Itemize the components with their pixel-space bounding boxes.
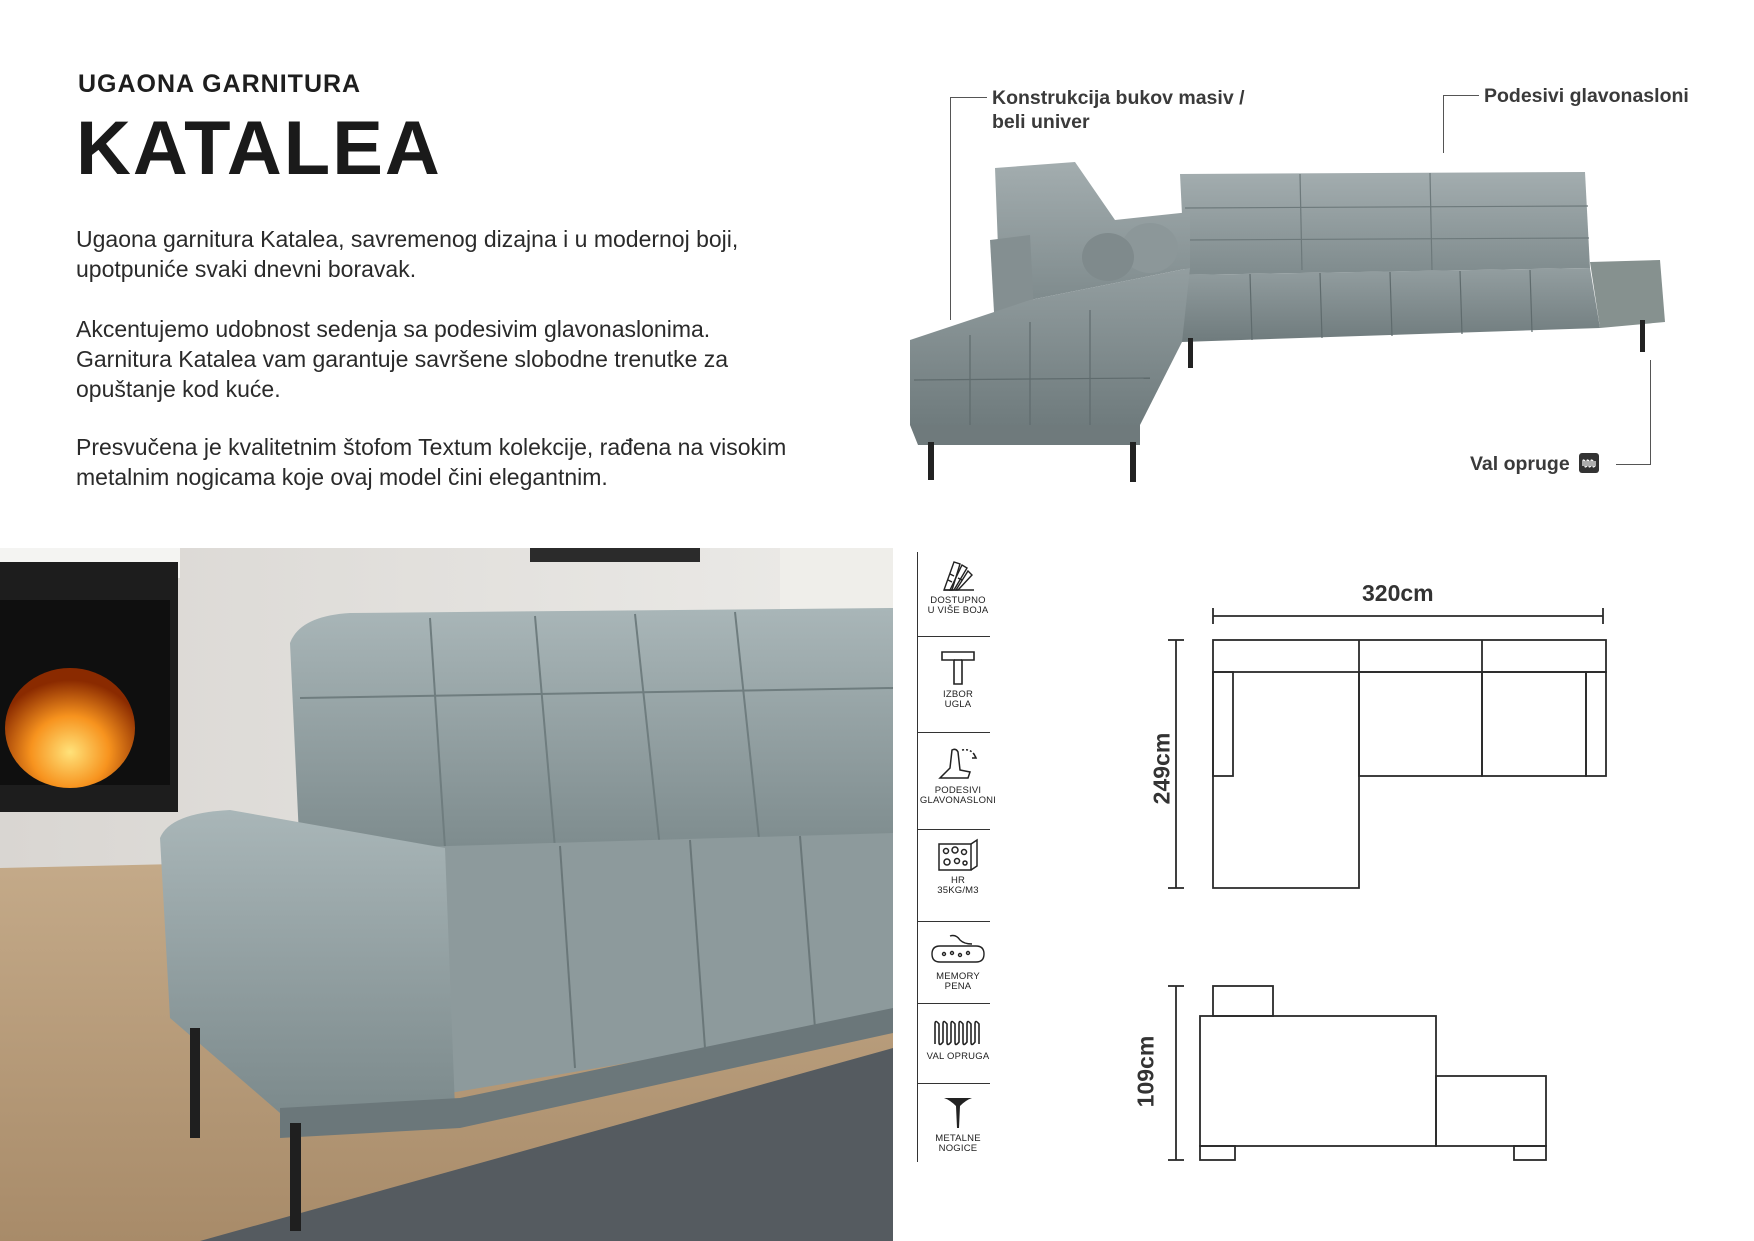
description-line: Ugaona garnitura Katalea, savremenog dizajna i u modernoj boji, [76,226,739,252]
feature-label: IZBOR UGLA [942,689,974,710]
lifestyle-photo [0,548,893,1241]
product-category: UGAONA GARNITURA [78,70,362,98]
corner-choice-icon [938,648,978,688]
features-column [917,552,998,1162]
feature-label: MEMORY PENA [936,971,980,992]
description-line: opuštanje kod kuće. [76,376,281,402]
color-palette-icon [940,558,976,594]
feature-label: DOSTUPNO U VIŠE BOJA [927,595,989,616]
adjustable-headrest-icon [932,744,984,784]
depth-dimension-label: 249cm [1148,732,1175,805]
description-line: upotpuniće svaki dnevni boravak. [76,256,417,282]
description-line: Akcentujemo udobnost sedenja sa podesivim glavonaslonima. [76,316,711,342]
feature-item [918,558,998,616]
height-dimension-label: 109cm [1132,1035,1159,1108]
feature-item [918,744,998,806]
metal-leg-icon [940,1094,976,1132]
product-title: KATALEA [76,106,442,191]
foam-block-icon [935,838,981,874]
divider [918,732,990,733]
feature-item [918,1016,998,1062]
sofa-product-image [900,150,1690,485]
side-view [1168,986,1546,1160]
description-paragraph-3 [76,432,896,492]
headrest-callout-line [1443,95,1479,153]
feature-item [918,932,998,992]
description-line: metalnim nogicama koje ovaj model čini elegantnim. [76,464,608,490]
divider [918,1083,990,1084]
feature-item [918,1094,998,1154]
top-view [1168,608,1606,888]
callout-label: Val opruge [1470,453,1570,475]
divider [918,829,990,830]
divider [918,921,990,922]
description-line: Presvučena je kvalitetnim štofom Textum kolekcije, rađena na visokim [76,434,787,460]
width-dimension-label: 320cm [1362,580,1434,606]
dimension-drawing [1130,580,1630,1200]
divider [918,636,990,637]
divider [918,1003,990,1004]
feature-label: VAL OPRUGA [926,1051,990,1062]
feature-label: PODESIVI GLAVONASLONI [919,785,997,806]
feature-label: HR 35KG/M3 [937,875,979,896]
headrest-callout: Podesivi glavonasloni [1484,85,1689,107]
description-paragraph-2 [76,314,896,404]
description-paragraph-1 [76,224,896,284]
construction-callout [992,86,1245,134]
description-line: Garnitura Katalea vam garantuje savršene slobodne trenutke za [76,346,729,372]
callout-line-text: Konstrukcija bukov masiv / [992,87,1245,109]
feature-item [918,648,998,710]
feature-label: METALNE NOGICE [935,1133,981,1154]
callout-line-text: beli univer [992,111,1090,133]
memory-foam-icon [928,932,988,970]
feature-item [918,838,998,896]
wave-spring-icon [929,1016,987,1050]
